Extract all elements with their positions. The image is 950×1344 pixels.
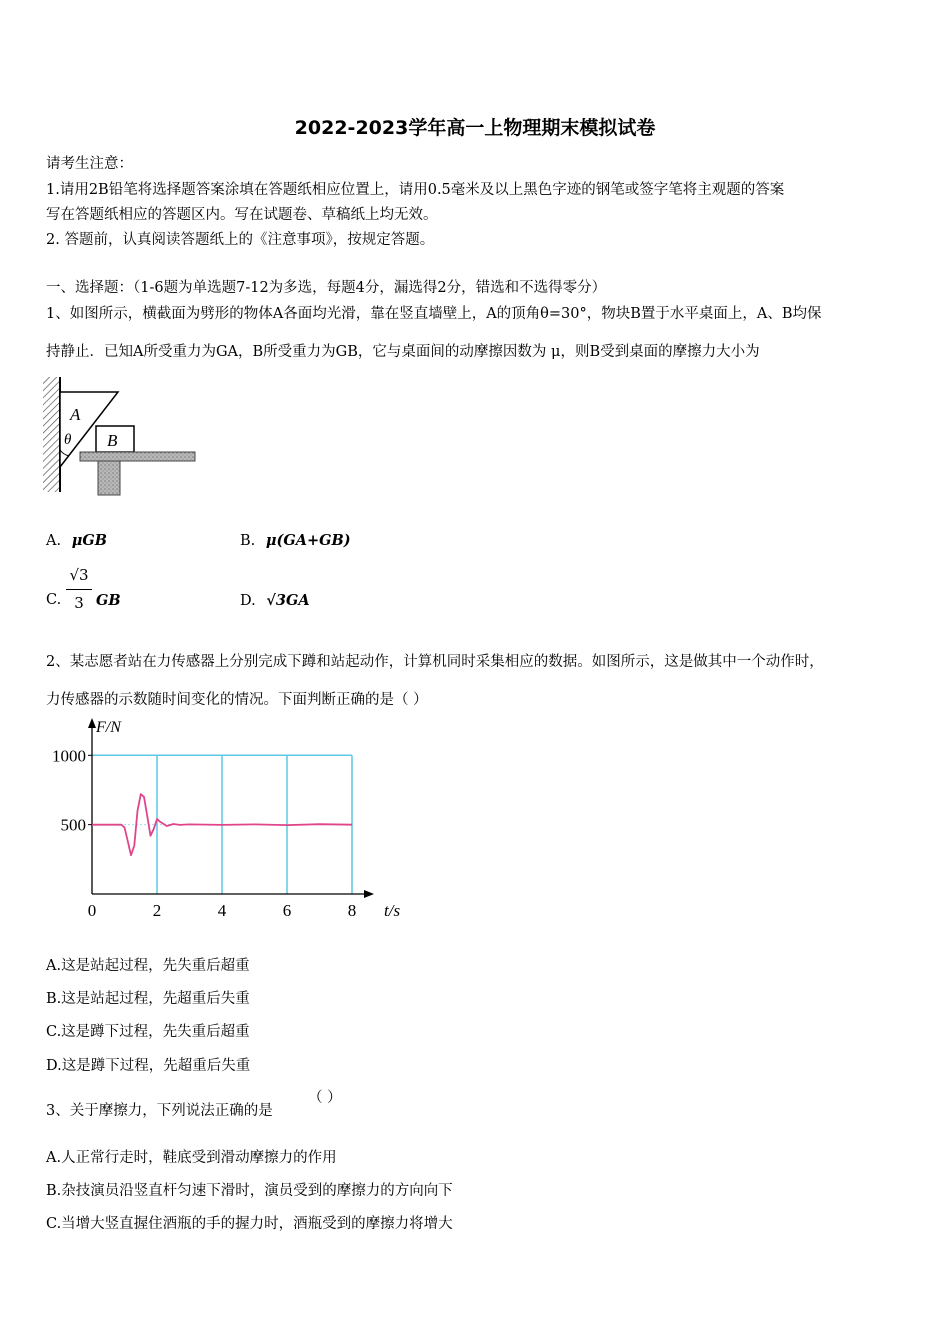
notice-line-2: 2. 答题前，认真阅读答题纸上的《注意事项》，按规定答题。 (46, 232, 435, 248)
table-leg (98, 461, 120, 495)
y-tick-label: 1000 (52, 746, 86, 766)
wall-hatching (43, 377, 60, 492)
x-axis-label: t/s (384, 901, 401, 920)
force-time-chart (40, 712, 420, 927)
q1-option-d[interactable] (240, 592, 310, 609)
q2-option-c[interactable]: C.这是蹲下过程，先失重后超重 (46, 1024, 250, 1040)
q1-option-b-body: μ(GA+GB) (265, 532, 351, 549)
q2-option-a[interactable]: A.这是站起过程，先失重后超重 (46, 958, 250, 974)
q1-stem-line-1: 1、如图所示，横截面为劈形的物体A各面均光滑，靠在竖直墙壁上，A的顶角θ=30°，物块B置于水平桌面上，A、B均保 (46, 306, 822, 322)
x-tick-label: 0 (87, 901, 97, 920)
q1-option-c-prefix: C. (46, 592, 62, 608)
q1-option-c-denominator: 3 (74, 594, 84, 612)
x-tick-label: 6 (282, 901, 292, 920)
q1-wedge-figure (40, 372, 200, 497)
q1-option-a[interactable] (46, 532, 107, 549)
x-tick-label: 8 (347, 901, 357, 920)
q2-stem-line-1: 2、某志愿者站在力传感器上分别完成下蹲和站起动作，计算机同时采集相应的数据。如图所示，这是做其中一个动作时， (46, 654, 824, 670)
notice-line-1a: 1.请用2B铅笔将选择题答案涂填在答题纸相应位置上，请用0.5毫米及以上黑色字迹的钢笔或签字笔将主观题的答案 (46, 182, 785, 198)
q1-option-a-prefix: A. (46, 533, 62, 549)
label-theta: θ (64, 432, 72, 448)
q3-stem: 3、关于摩擦力，下列说法正确的是 (46, 1103, 273, 1119)
q1-option-a-body: μGB (71, 532, 107, 549)
q1-option-c-numerator: √3 (69, 566, 89, 584)
q2-stem-line-2: 力传感器的示数随时间变化的情况。下面判断正确的是（ ） (46, 692, 428, 708)
q3-option-a[interactable]: A.人正常行走时，鞋底受到滑动摩擦力的作用 (46, 1150, 337, 1166)
q2-option-d[interactable]: D.这是蹲下过程，先超重后失重 (46, 1058, 251, 1074)
x-axis-arrow (364, 890, 374, 898)
x-tick-label: 4 (217, 901, 227, 920)
section-heading: 一、选择题：（1-6题为单选题7-12为多选，每题4分，漏选得2分，错选和不选得零分） (46, 280, 607, 296)
q1-stem-line-2: 持静止．已知A所受重力为GA，B所受重力为GB，它与桌面间的动摩擦因数为 μ，则B受到桌面的摩擦力大小为 (46, 344, 760, 360)
y-tick-label: 500 (60, 815, 86, 835)
y-axis-arrow (88, 718, 96, 728)
notice-line-1b: 写在答题纸相应的答题区内。写在试题卷、草稿纸上均无效。 (46, 207, 438, 223)
q1-option-b-prefix: B. (240, 533, 256, 549)
q1-option-d-body: √3GA (266, 592, 310, 609)
q3-paren: （ ） (308, 1090, 342, 1106)
q1-option-d-prefix: D. (240, 593, 256, 609)
y-axis-label: F/N (96, 719, 121, 736)
label-b: B (107, 431, 118, 450)
fraction-bar (66, 589, 92, 590)
table-top (80, 452, 195, 461)
q3-option-b[interactable]: B.杂技演员沿竖直杆匀速下滑时，演员受到的摩擦力的方向向下 (46, 1183, 453, 1199)
label-a: A (70, 405, 81, 424)
q2-option-b[interactable]: B.这是站起过程，先超重后失重 (46, 991, 250, 1007)
q1-option-b[interactable] (240, 532, 351, 549)
q1-option-c-tail: GB (96, 592, 121, 609)
q3-option-c[interactable]: C.当增大竖直握住酒瓶的手的握力时，酒瓶受到的摩擦力将增大 (46, 1216, 453, 1232)
notice-heading: 请考生注意： (46, 156, 133, 172)
page-title: 2022-2023学年高一上物理期末模拟试卷 (294, 117, 656, 139)
x-tick-label: 2 (152, 901, 162, 920)
